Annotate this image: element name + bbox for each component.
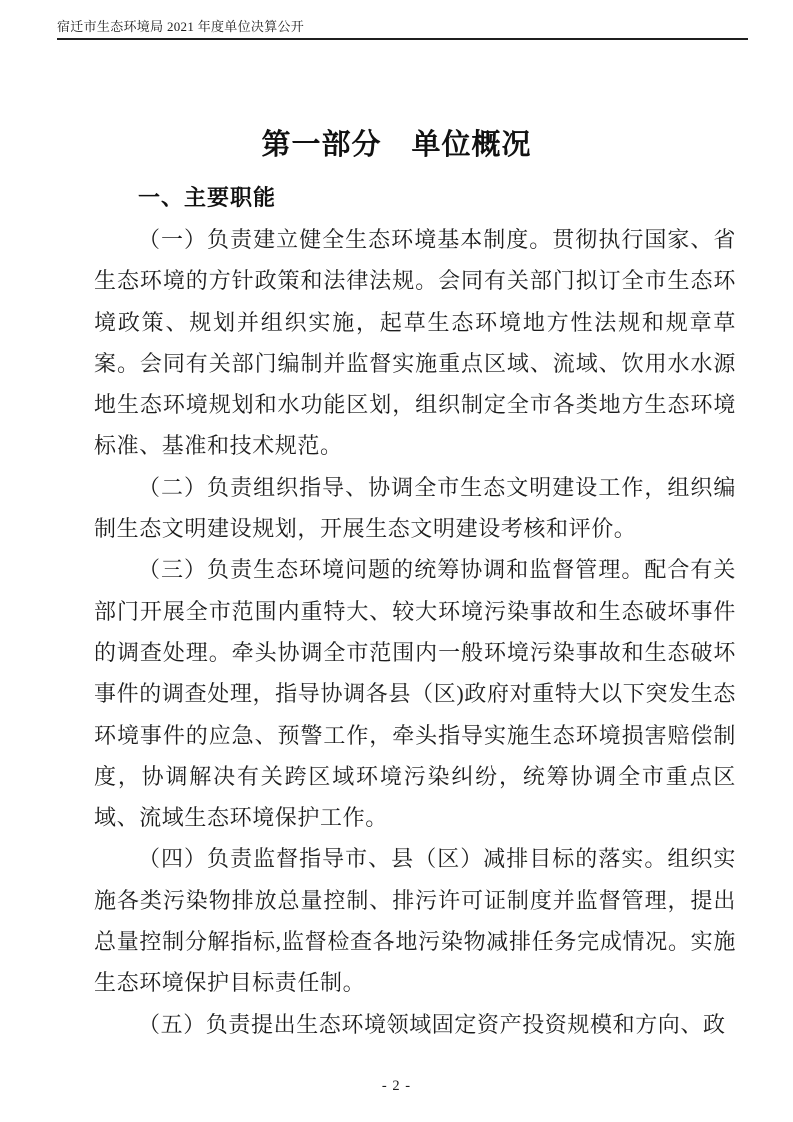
page-number: - 2 - — [381, 1078, 412, 1094]
paragraph-duty-1: （一）负责建立健全生态环境基本制度。贯彻执行国家、省生态环境的方针政策和法律法规。会同有关部门拟订全市生态环境政策、规划并组织实施，起草生态环境地方性法规和规章草案。会同有关部门编制并监督实施重点区域、流域、饮用水水源地生态环境规划和水功能区划，组织制定全市各类地方生态环境标准、基准和技术规范。 — [94, 227, 736, 459]
paragraph-duty-3: （三）负责生态环境问题的统筹协调和监督管理。配合有关部门开展全市范围内重特大、较大环境污染事故和生态破坏事件的调查处理。牵头协调全市范围内一般环境污染事故和生态破坏事件的调查处理，指导协调各县（区)政府对重特大以下突发生态环境事件的应急、预警工作，牵头指导实施生态环境损害赔偿制度，协调解决有关跨区域环境污染纠纷，统筹协调全市重点区域、流域生态环境保护工作。 — [94, 557, 736, 831]
paragraph-duty-4: （四）负责监督指导市、县（区）减排目标的落实。组织实施各类污染物排放总量控制、排污许可证制度并监督管理，提出总量控制分解指标,监督检查各地污染物减排任务完成情况。实施生态环境保护目标责任制。 — [94, 846, 736, 996]
paragraph-duty-2: （二）负责组织指导、协调全市生态文明建设工作，组织编制生态文明建设规划，开展生态文明建设考核和评价。 — [94, 474, 736, 542]
page-footer — [0, 1078, 793, 1095]
part-title: 第一部分 单位概况 — [261, 129, 532, 161]
section-heading: 一、主要职能 — [138, 185, 277, 210]
document-body — [94, 219, 736, 1045]
page-header — [57, 18, 748, 40]
page-header-text: 宿迁市生态环境局 2021 年度单位决算公开 — [57, 19, 305, 34]
paragraph-duty-5: （五）负责提出生态环境领域固定资产投资规模和方向、政 — [138, 1011, 726, 1037]
